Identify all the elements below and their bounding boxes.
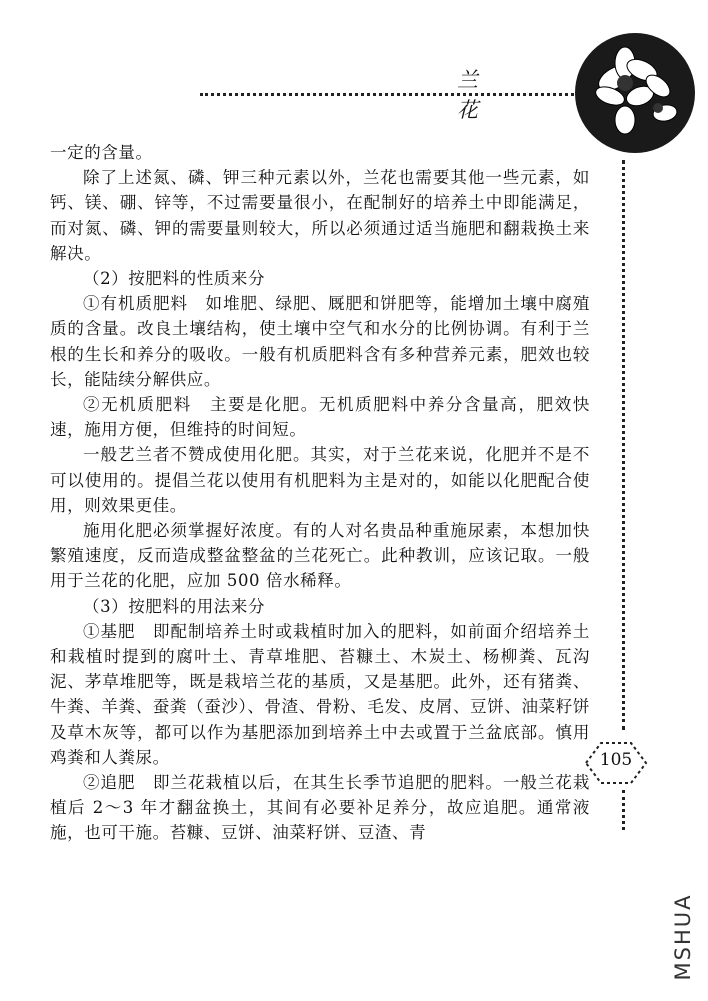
watermark bbox=[668, 885, 698, 995]
right-dotted-border bbox=[622, 160, 625, 730]
paragraph: ①基肥 即配制培养土时或栽植时加入的肥料，如前面介绍培养土和栽植时提到的腐叶土、青草堆肥、苔糠土、木炭土、杨柳粪、瓦沟泥、茅草堆肥等，既是栽培兰花的基质，又是基肥。此外，还有猪粪、牛粪、羊粪、蚕粪（蚕沙）、骨渣、骨粉、毛发、皮屑、豆饼、油菜籽饼及草木灰等，都可以作为基肥添加到培养土中去或置于兰盆底部。慎用鸡粪和人粪尿。 bbox=[50, 621, 590, 767]
header-title: 兰 花 bbox=[457, 68, 496, 122]
paragraph: 一般艺兰者不赞成使用化肥。其实，对于兰花来说，化肥并不是不可以使用的。提倡兰花以使用有机肥料为主是对的，如能以化肥配合使用，则效果更佳。 bbox=[50, 445, 590, 515]
page-number-badge bbox=[581, 738, 651, 788]
paragraph: ②无机质肥料 主要是化肥。无机质肥料中养分含量高，肥效快速，施用方便，但维持的时间短。 bbox=[50, 395, 590, 440]
paragraph: 施用化肥必须掌握好浓度。有的人对名贵品种重施尿素，本想加快繁殖速度，反而造成整盆整盆的兰花死亡。此种教训，应该记取。一般用于兰花的化肥，应加 500 倍水稀释。 bbox=[50, 521, 590, 591]
watermark-text: MSHUA bbox=[671, 893, 695, 981]
page-number: 105 bbox=[599, 750, 633, 770]
paragraph: ①有机质肥料 如堆肥、绿肥、厩肥和饼肥等，能增加土壤中腐殖质的含量。改良土壤结构，使土壤中空气和水分的比例协调。有利于兰根的生长和养分的吸收。一般有机质肥料含有多种营养元素，肥效也较长，能陆续分解供应。 bbox=[50, 294, 590, 389]
section-heading: （3）按肥料的用法来分 bbox=[83, 596, 266, 616]
flower-illustration bbox=[570, 28, 700, 158]
paragraph: ②追肥 即兰花栽植以后，在其生长季节追肥的肥料。一般兰花栽植后 2～3 年才翻盆换土，其间有必要补足养分，故应追肥。通常液施，也可干施。苔糠、豆饼、油菜籽饼、豆渣、青 bbox=[50, 773, 590, 843]
section-heading: （2）按肥料的性质来分 bbox=[83, 269, 266, 289]
header-dotted-rule bbox=[200, 93, 585, 96]
paragraph: 一定的含量。 bbox=[50, 143, 153, 162]
paragraph: 除了上述氮、磷、钾三种元素以外，兰花也需要其他一些元素，如钙、镁、硼、锌等，不过需要量很小，在配制好的培养土中即能满足，而对氮、磷、钾的需要量则较大，所以必须通过适当施肥和翻栽换土来解决。 bbox=[50, 168, 590, 263]
body-text bbox=[50, 140, 590, 846]
right-dotted-border-lower bbox=[622, 790, 625, 830]
